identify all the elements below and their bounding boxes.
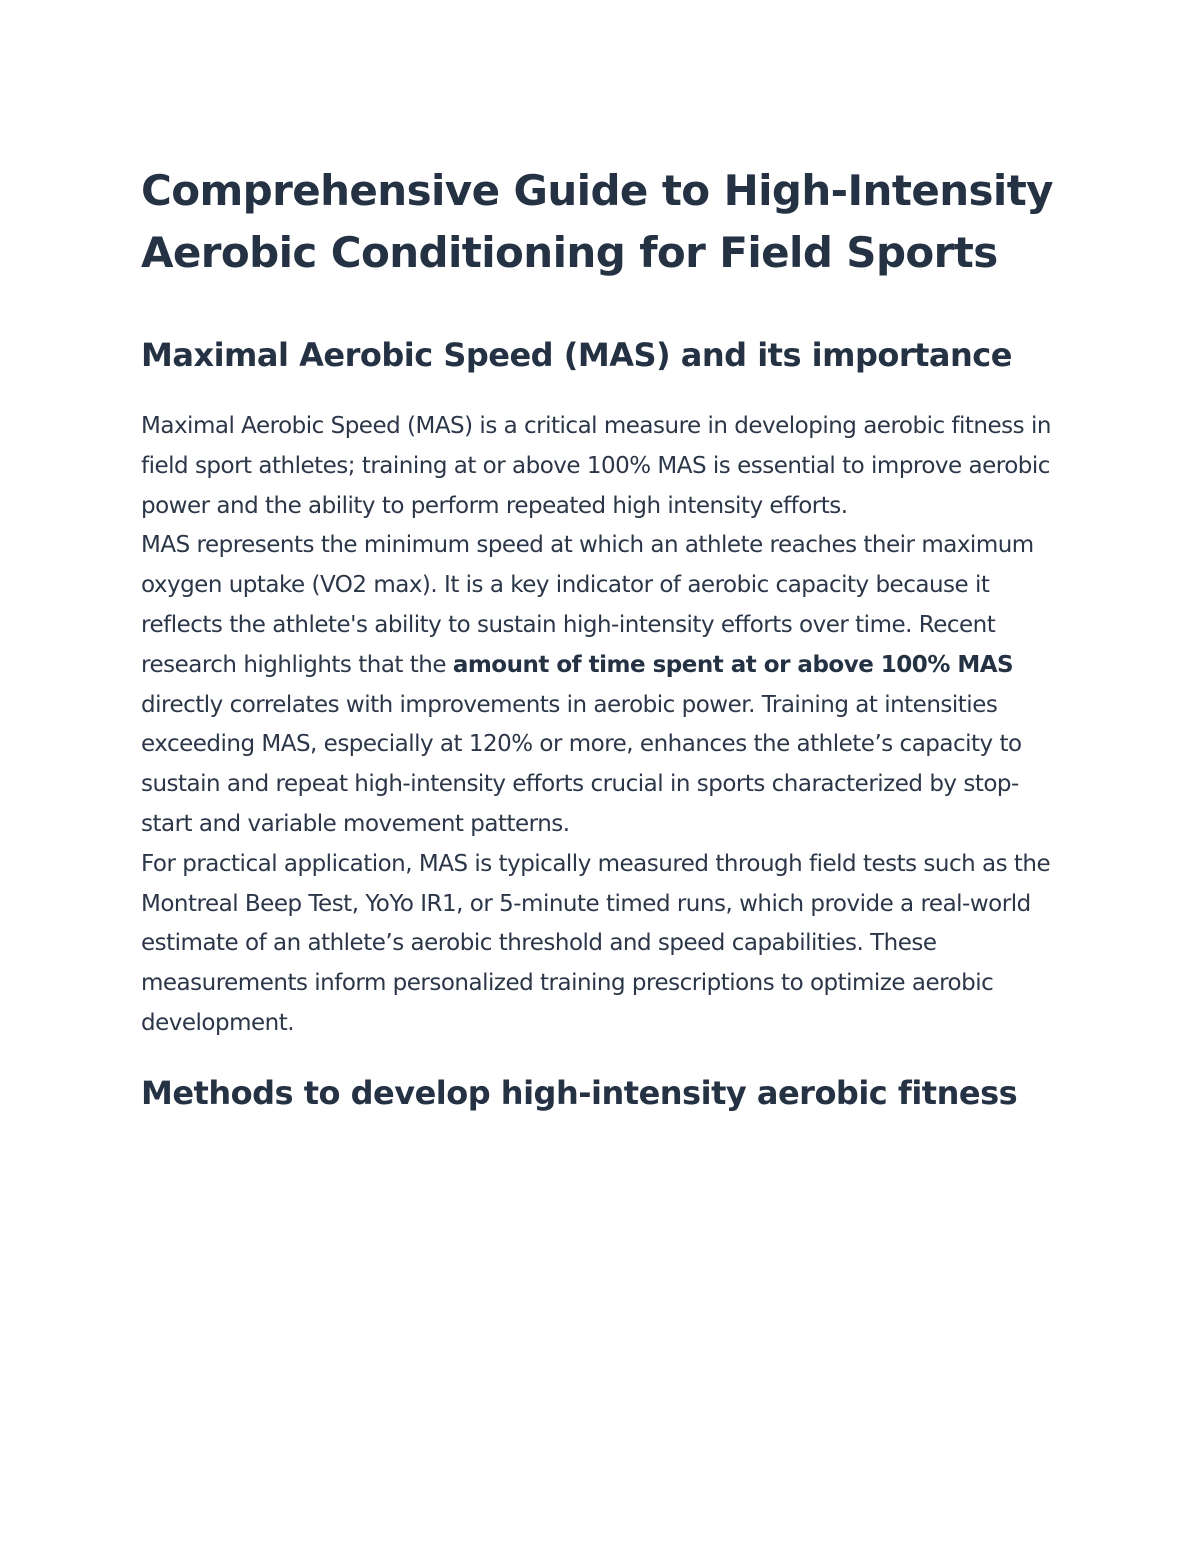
paragraph-mas-explanation — [141, 526, 1061, 844]
document-page — [141, 160, 1061, 1122]
document-title: Comprehensive Guide to High-Intensity Aerobic Conditioning for Field Sports — [141, 166, 1053, 277]
section-heading-mas: Maximal Aerobic Speed (MAS) and its importance — [141, 336, 1012, 374]
paragraph-mas-measurement: For practical application, MAS is typically measured through field tests such as the Montreal Beep Test, YoYo IR1, or 5-minute timed runs, which provide a real-world estimate of an athlete’s aerobic threshold and speed capabilities. These measurements inform personalized training prescriptions to optimize aerobic development. — [141, 850, 1051, 1036]
paragraph-text: directly correlates with improvements in aerobic power. Training at intensities exceeding MAS, especially at 120% or more, enhances the athlete’s capacity to sustain and repeat high-intensity efforts crucial in sports characterized by stop-start and variable movement patterns. — [141, 691, 1022, 837]
paragraph-mas-definition: Maximal Aerobic Speed (MAS) is a critical measure in developing aerobic fitness in field sport athletes; training at or above 100% MAS is essential to improve aerobic power and the ability to perform repeated high intensity efforts. — [141, 413, 1051, 519]
paragraph-text: MAS represents the minimum speed at which an athlete reaches their maximum oxygen uptake (VO2 max). It is a key indicator of aerobic capacity because it reflects the athlete's ability to sustain high-intensity efforts over time. Recent research highlights that the — [141, 532, 1034, 678]
section-heading-methods: Methods to develop high-intensity aerobic fitness — [141, 1073, 1018, 1112]
bold-emphasis: amount of time spent at or above 100% MAS — [452, 651, 1014, 678]
